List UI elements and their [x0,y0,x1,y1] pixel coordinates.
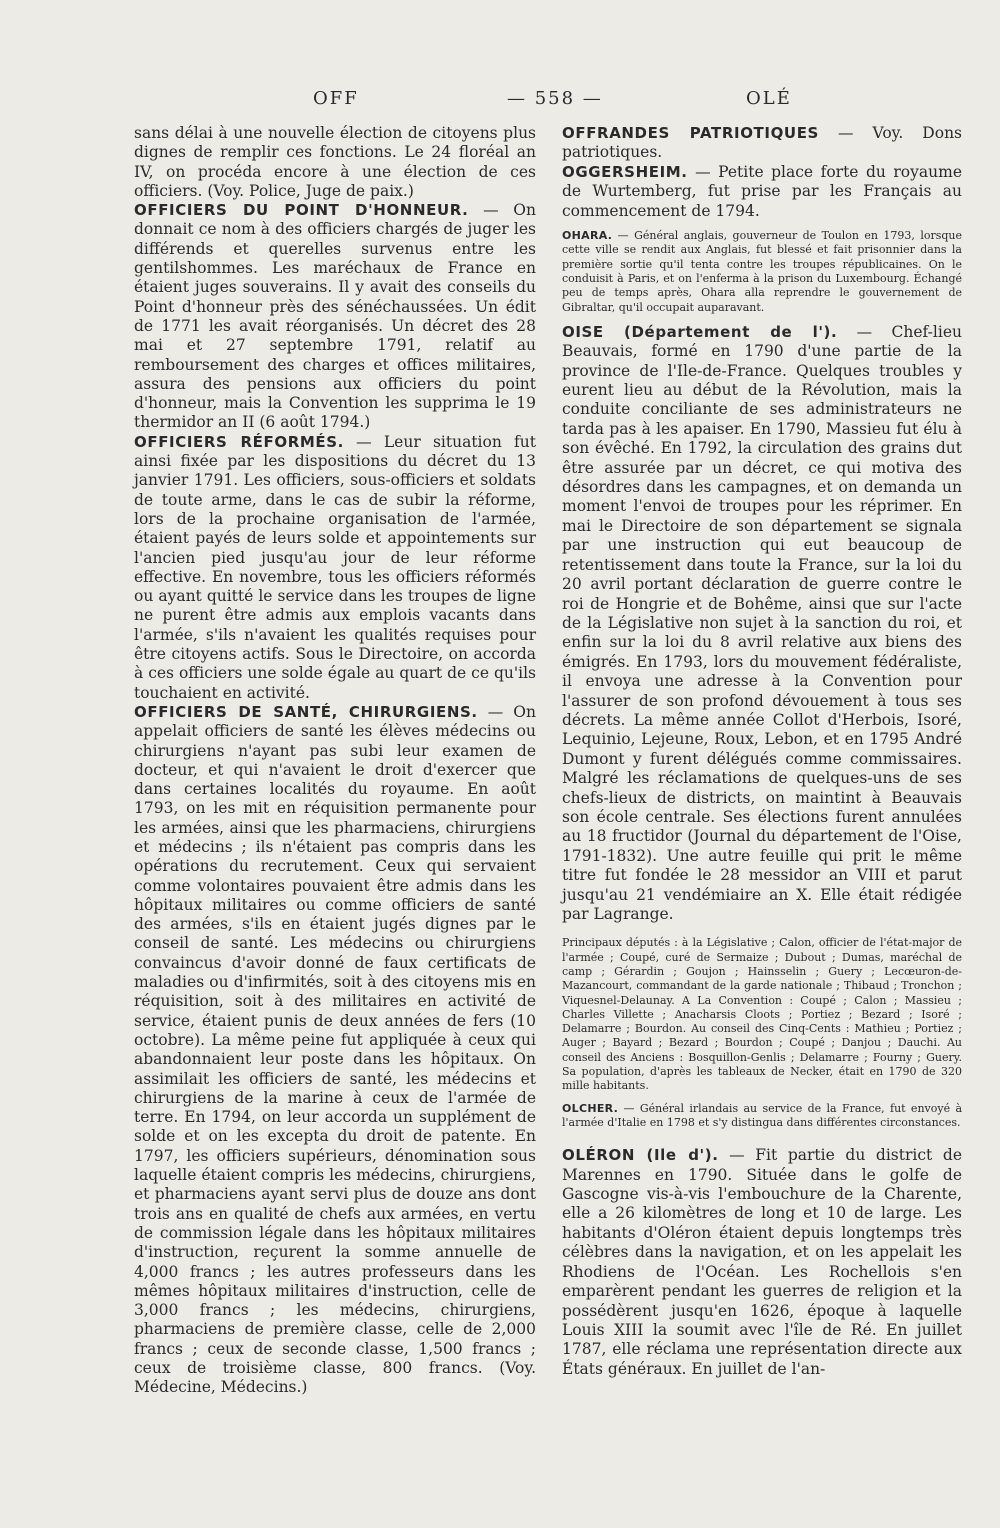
entry-olcher [562,1102,962,1131]
entry-heading: OGGERSHEIM. [562,162,688,181]
entry-oise-deputies [562,936,962,1093]
entry-heading: OFFICIERS DE SANTÉ, CHIRURGIENS. [134,702,478,721]
page-number: — 558 — [507,88,603,109]
entry-heading: OFFRANDES PATRIOTIQUES [562,124,819,142]
continued-paragraph: sans délai à une nouvelle élection de citoyens plus dignes de remplir ces fonctions. Le 24 floréal an IV, on procéda encore à une élection de ces officiers. (Voy. Police, Juge de paix.) [134,124,536,200]
entry-oggersheim [562,163,962,221]
entry-offrandes-patriotiques [562,124,962,163]
entry-text: — On donnait ce nom à des officiers chargés de juger les différends et querelles survenus entre les gentilshommes. Les maréchaux de France en étaient juges souverains. Il y avait des conseils du Point d'honneur près des sénéchaussées. Un édit de 1771 les avait réorganisés. Un décret des 28 mai et 27 septembre 1791, relatif au remboursement des charges et offices militaires, assura des pensions aux officiers du point d'honneur, mais la Convention les supprima le 19 thermidor an II (6 août 1794.) [134,201,536,432]
entry-text: — Fit partie du district de Marennes en 1790. Située dans le golfe de Gascogne vis-à-vis l'embouchure de la Charente, elle a 26 kilomètres de long et 10 de large. Les habitants d'Oléron étaient depuis longtemps très célèbres dans la navigation, et on les appelait les Rhodiens de l'Océan. Les Rochellois s'en emparèrent pendant les guerres de religion et la possédèrent jusqu'en 1626, époque à laquelle Louis XIII la soumit avec l'île de Ré. En juillet 1787, elle réclama une représentation directe aux États généraux. En juillet de l'an- [562,1146,962,1378]
entry-officiers-de-sante [134,703,536,1398]
entry-text: — Leur situation fut ainsi fixée par les dispositions du décret du 13 janvier 1791. Les officiers, sous-officiers et soldats de toute arme, dans le cas de subir la réforme, lors de la prochaine organisation de l'armée, étaient payés de leurs solde et appointements sur l'ancien pied jusqu'au jour de leur réforme effective. En novembre, tous les officiers réformés ou ayant quitté le service dans les troupes de ligne ne purent être admis aux emplois vacants dans l'armée, s'ils n'avaient les qualités requises pour être citoyens actifs. Sous le Directoire, on accorda à ces officiers une solde égale au quart de ce qu'ils touchaient en activité. [134,432,536,702]
entry-text: — Petite place forte du royaume de Wurtemberg, fut prise par les Français au commencement de 1794. [562,162,962,220]
entry-text: — Chef-lieu Beauvais, formé en 1790 d'une partie de la province de l'Ile-de-France. Quelques troubles y eurent lieu au début de la Révolution, mais la conduite conciliante de ses administrateurs ne tarda pas à les apaiser. En 1790, Massieu fut élu à son évêché. En 1792, la circulation des grains dut être assurée par un décret, ce qui motiva des désordres dans les campagnes, et on demanda un moment l'envoi de troupes pour les réprimer. En mai le Directoire de son département se signala par une instruction qui eut beaucoup de retentissement dans toute la France, sur la loi du 20 avril portant déclaration de guerre contre le roi de Hongrie et de Bohême, ainsi que sur l'acte de la Législative non sujet à la sanction du roi, et enfin sur la loi du 8 avril relative aux biens des émigrés. En 1793, lors du mouvement fédéraliste, il envoya une adresse à la Convention pour l'assurer de son profond dévouement à tous ses décrets. La même année Collot d'Herbois, Isoré, Lequinio, Lejeune, Roux, Lebon, et en 1795 André Dumont y furent délégués comme commissaires. Malgré les réclamations de quelques-uns de ses chefs-lieux de districts, on maintint à Beauvais son école centrale. Ses élections furent annulées au 18 fructidor (Journal du département de l'Oise, 1791-1832). Une autre feuille qui prit le même titre fut fondée le 28 messidor an VIII et parut jusqu'au 21 vendémiaire an X. Elle était rédigée par Lagrange. [562,322,962,923]
entry-text: Principaux députés : à la Législative ; Calon, officier de l'état-major de l'armée ; Coupé, curé de Sermaize ; Dubout ; Dumas, maréchal de camp ; Gérardin ; Goujon ; Hainsselin ; Guery ; Lecœuron-de-Mazancourt, commandant de la garde nationale ; Thibaud ; Tronchon ; Viquesnel-Delaunay. A La Convention : Coupé ; Calon ; Massieu ; Charles Villette ; Anacharsis Cloots ; Portiez ; Bezard ; Isoré ; Delamarre ; Bourdon. Au conseil des Cinq-Cents : Mathieu ; Portiez ; Auger ; Bayard ; Bezard ; Bourdon ; Coupé ; Danjou ; Dauchi. Au conseil des Anciens : Bosquillon-Genlis ; Delamarre ; Fourny ; Guery. Sa population, d'après les tableaux de Necker, était en 1790 de 320 mille habitants. [562,936,962,1093]
entry-text: — Général anglais, gouverneur de Toulon en 1793, lorsque cette ville se rendit aux Anglais, fut blessé et fait prisonnier dans la première sortie qu'il tenta contre les troupes républicaines. On le conduisit à Paris, et on l'enferma à la prison du Luxembourg. Échangé peu de temps après, Ohara alla reprendre le gouvernement de Gibraltar, qu'il occupait auparavant. [562,229,962,314]
entry-text: — On appelait officiers de santé les élèves médecins ou chirurgiens n'ayant pas subi leur examen de docteur, et qui n'avaient le droit d'exercer que dans certaines localités du royaume. En août 1793, on les mit en réquisition permanente pour les armées, ainsi que les pharmaciens, chirurgiens et médecins ; ils n'étaient pas compris dans les opérations du recrutement. Ceux qui servaient comme volontaires pouvaient être admis dans les hôpitaux militaires ou comme officiers de santé des armées, s'ils en étaient jugés dignes par le conseil de santé. Les médecins ou chirurgiens convaincus d'avoir donné de faux certificats de maladies ou d'infirmités, soit à des citoyens mis en réquisition, soit à des militaires en activité de service, étaient punis de deux années de fers (10 octobre). La même peine fut appliquée à ceux qui abandonnaient leur poste dans les hôpitaux. On assimilait les officiers de santé, les médecins et chirurgiens de la marine à ceux de l'armée de terre. En 1794, on leur accorda un supplément de solde et on les excepta du droit de patente. En 1797, les officiers supérieurs, dénomination sous laquelle étaient compris les médecins, chirurgiens, et pharmaciens ayant servi plus de douze ans dont trois ans en qualité de chefs aux armées, en vertu de commission légale dans les hôpitaux militaires d'instruction, reçurent la somme annuelle de 4,000 francs ; les autres professeurs dans les mêmes hôpitaux militaires d'instruction, celle de 3,000 francs ; les médecins, chirurgiens, pharmaciens de première classe, celle de 2,000 francs ; ceux de seconde classe, 1,500 francs ; ceux de troisième classe, 800 francs. (Voy. Médecine, Médecins.) [134,702,536,1397]
right-column [562,124,962,1379]
entry-heading: OISE (Département de l'). [562,322,838,341]
running-head-left: OFF [313,88,359,109]
entry-heading: OFFICIERS DU POINT D'HONNEUR. [134,201,469,220]
entry-oleron [562,1146,962,1379]
entry-officiers-point-honneur [134,201,536,433]
entry-heading: OFFICIERS RÉFORMÉS. [134,432,344,451]
entry-officiers-reformes [134,433,536,703]
entry-text: — Général irlandais au service de la France, fut envoyé à l'armée d'Italie en 1798 et s'y distingua dans différentes circonstances. [562,1101,963,1129]
page-header [0,88,1000,118]
entry-heading: OHARA. [562,229,613,243]
entry-heading: OLÉRON (Ile d'). [562,1146,719,1165]
left-column [134,124,536,1398]
entry-oise [562,323,962,925]
running-head-right: OLÉ [746,88,792,109]
entry-heading: OLCHER. [562,1101,619,1115]
entry-text: — Voy. Dons patriotiques. [562,124,963,162]
entry-ohara [562,229,962,315]
